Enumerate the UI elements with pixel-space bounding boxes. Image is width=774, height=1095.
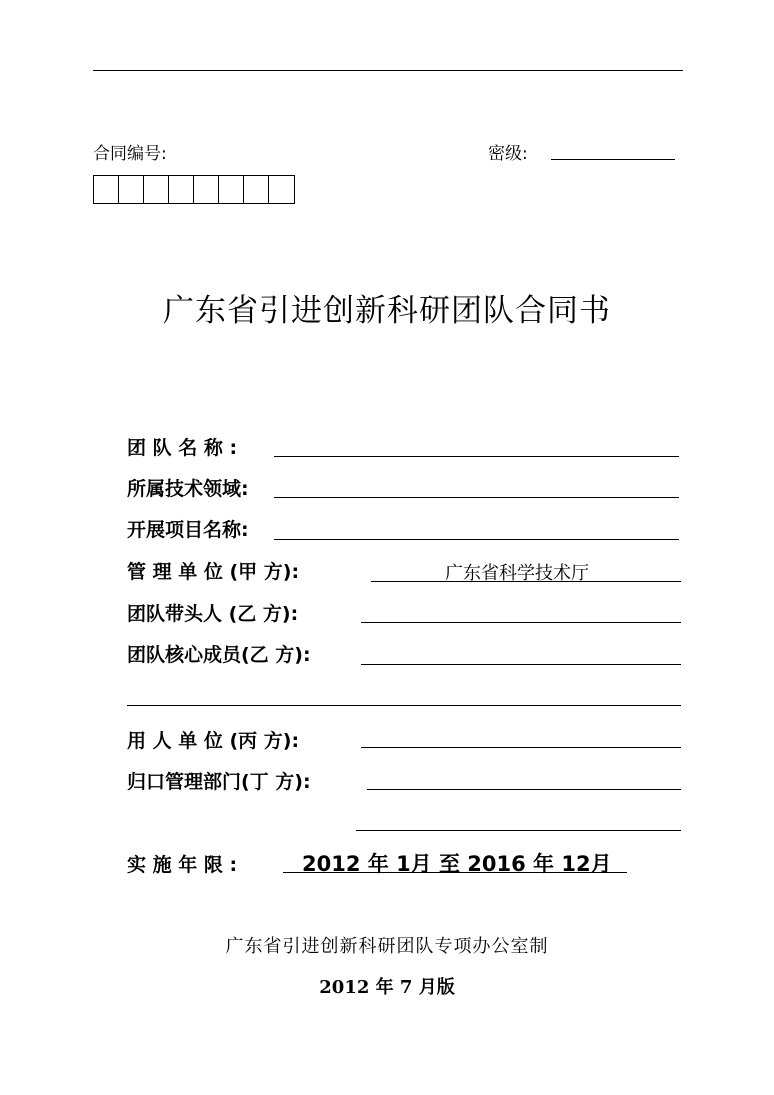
competent-dept-label: 归口管理部门(丁 方): — [127, 771, 311, 793]
project-name-field[interactable] — [274, 539, 679, 540]
contract-no-digit-box[interactable] — [269, 176, 294, 203]
contract-no-digit-box[interactable] — [194, 176, 219, 203]
management-unit-label: 管 理 单 位 (甲 方): — [127, 561, 300, 583]
employer-field[interactable] — [361, 747, 681, 748]
term-field[interactable] — [283, 872, 627, 873]
tech-field-field[interactable] — [274, 497, 679, 498]
team-leader-field[interactable] — [361, 622, 681, 623]
secret-level-label: 密级: — [488, 144, 528, 164]
competent-dept-field[interactable] — [367, 789, 681, 790]
contract-no-digit-box[interactable] — [244, 176, 269, 203]
secret-level-field[interactable] — [551, 159, 675, 160]
footer-version: 2012 年 7 月版 — [319, 977, 455, 998]
core-members-field[interactable] — [361, 664, 681, 665]
contract-no-boxes — [93, 175, 295, 204]
project-name-label: 开展项目名称: — [127, 519, 249, 541]
contract-no-digit-box[interactable] — [169, 176, 194, 203]
contract-no-digit-box[interactable] — [144, 176, 169, 203]
term-label: 实 施 年 限 : — [127, 854, 238, 876]
contract-no-label: 合同编号: — [93, 144, 167, 164]
footer-organization: 广东省引进创新科研团队专项办公室制 — [225, 936, 549, 957]
term-value: 2012 年 1月 至 2016 年 12月 — [302, 852, 612, 876]
contract-no-digit-box[interactable] — [119, 176, 144, 203]
employer-label: 用 人 单 位 (丙 方): — [127, 730, 300, 752]
team-name-field[interactable] — [274, 456, 679, 457]
contract-no-digit-box[interactable] — [219, 176, 244, 203]
core-members-field-continued[interactable] — [127, 705, 681, 706]
team-leader-label: 团队带头人 (乙 方): — [127, 603, 299, 625]
contract-no-digit-box[interactable] — [94, 176, 119, 203]
management-unit-field[interactable] — [371, 581, 681, 582]
document-title: 广东省引进创新科研团队合同书 — [163, 293, 611, 329]
team-name-label: 团 队 名 称 : — [127, 437, 238, 459]
management-unit-value: 广东省科学技术厅 — [445, 563, 589, 584]
core-members-label: 团队核心成员(乙 方): — [127, 644, 311, 666]
tech-field-label: 所属技术领域: — [127, 478, 249, 500]
top-rule — [93, 70, 683, 71]
competent-dept-field-continued[interactable] — [356, 830, 681, 831]
